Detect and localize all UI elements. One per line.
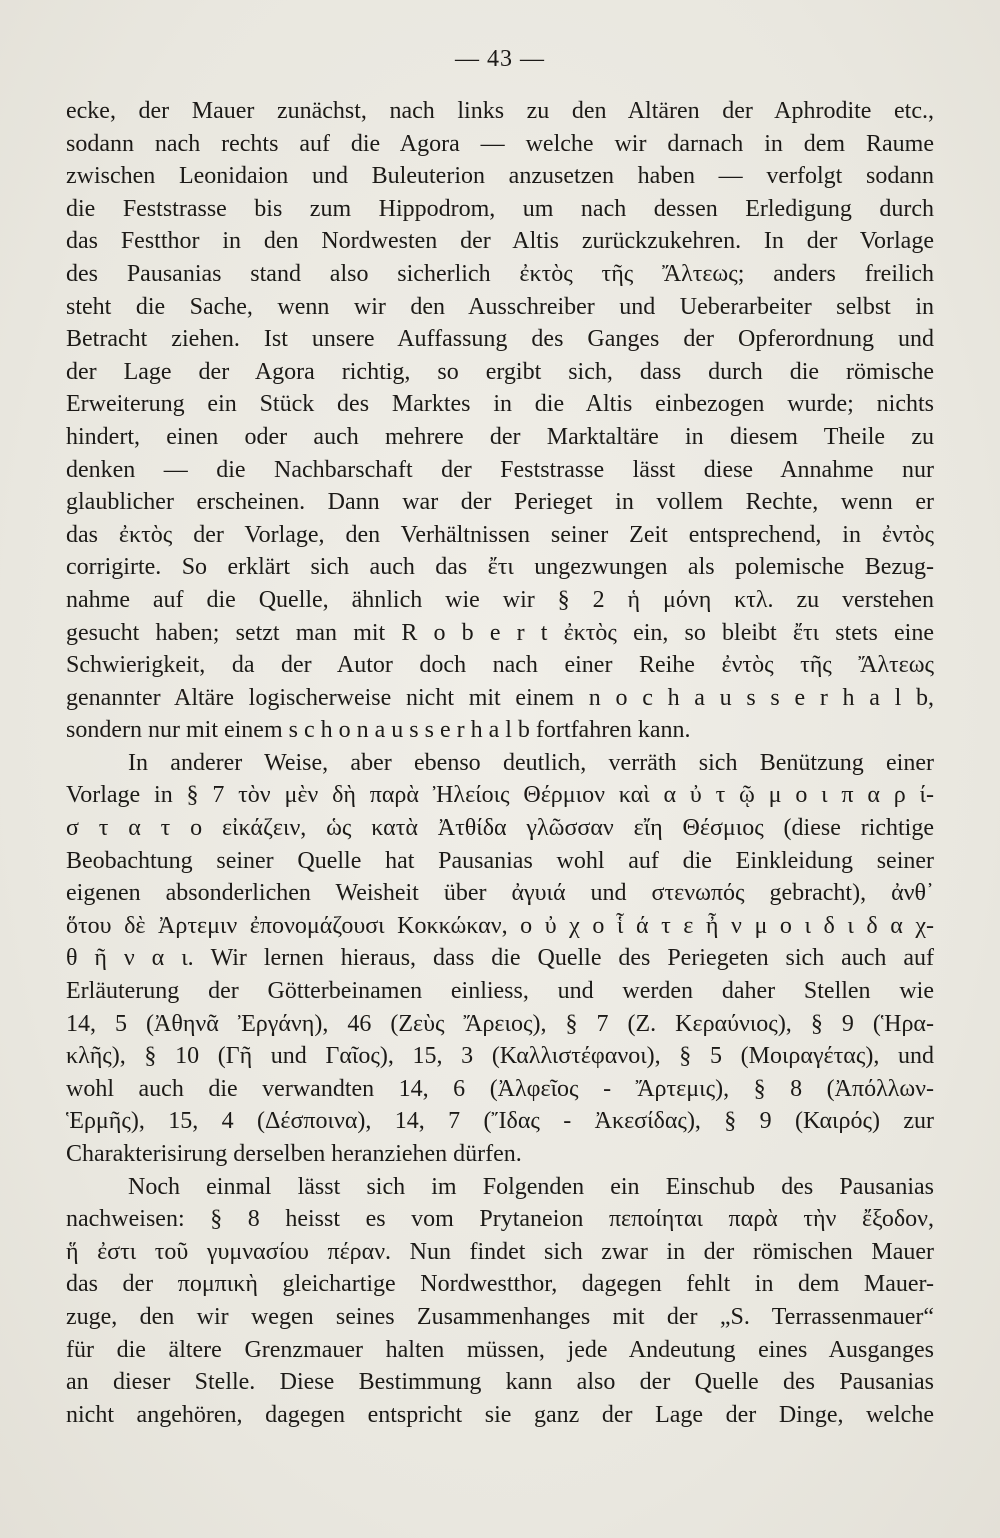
text-line: das Festthor in den Nordwesten der Altis zurückzukehren. In der Vorlage: [66, 228, 934, 255]
text-line: das ἐκτὸς der Vorlage, den Verhältnissen seiner Zeit entsprechend, in ἐντὸς: [66, 521, 934, 548]
text-line: σ τ α τ ο εἰκάζειν, ὡς κατὰ Ἀτθίδα γλῶσσαν εἴη Θέσμιος (diese richtige: [66, 815, 934, 842]
text-line: Charakterisirung derselben heranziehen dürfen.: [66, 1141, 522, 1167]
text-line: sondern nur mit einem s c h o n a u s s e r h a l b fortfahren kann.: [66, 717, 691, 744]
text-line: denken — die Nachbarschaft der Feststrasse lässt diese Annahme nur: [66, 456, 934, 483]
text-line: des Pausanias stand also sicherlich ἐκτὸς τῆς Ἄλτεως; anders freilich: [66, 260, 934, 287]
text-line: eigenen absonderlichen Weisheit über ἀγυιά und στενωπός gebracht), ἀνθ᾽: [66, 880, 934, 907]
text-line: Schwierigkeit, da der Autor doch nach einer Reihe ἐντὸς τῆς Ἄλτεως: [66, 652, 934, 679]
text-line: sodann nach rechts auf die Agora — welche wir darnach in dem Raume: [66, 130, 934, 157]
text-line: Noch einmal lässt sich im Folgenden ein Einschub des Pausanias: [128, 1173, 934, 1200]
text-line: Vorlage in § 7 τὸν μὲν δὴ παρὰ Ἠλείοις Θέρμιον καὶ α ὐ τ ῷ μ ο ι π α ρ ί-: [66, 782, 934, 809]
text-line: ecke, der Mauer zunächst, nach links zu den Altären der Aphrodite etc.,: [66, 98, 934, 124]
text-line: für die ältere Grenzmauer halten müssen, jede Andeutung eines Ausganges: [66, 1336, 934, 1363]
text-line: Betracht ziehen. Ist unsere Auffassung des Ganges der Opferordnung und: [66, 326, 934, 353]
text-line: das der πομπικὴ gleichartige Nordwestthor, dagegen fehlt in dem Mauer-: [66, 1271, 934, 1298]
text-line: Erläuterung der Götterbeinamen einliess, und werden daher Stellen wie: [66, 978, 934, 1005]
text-line: nicht angehören, dagegen entspricht sie ganz der Lage der Dinge, welche: [66, 1401, 934, 1428]
text-line: genannter Altäre logischerweise nicht mit einem n o c h a u s s e r h a l b,: [66, 684, 934, 711]
text-line: 14, 5 (Ἀθηνᾶ Ἐργάνη), 46 (Ζεὺς Ἄρειος), § 7 (Ζ. Κεραύνιος), § 9 (Ἡρα-: [66, 1010, 934, 1037]
text-line: wohl auch die verwandten 14, 6 (Ἀλφεῖος - Ἄρτεμις), § 8 (Ἀπόλλων-: [66, 1075, 934, 1102]
text-line: der Lage der Agora richtig, so ergibt sich, dass durch die römische: [66, 358, 934, 385]
text-line: ἥ ἐστι τοῦ γυμνασίου πέραν. Nun findet sich zwar in der römischen Mauer: [66, 1238, 934, 1265]
text-line: zuge, den wir wegen seines Zusammenhanges mit der „S. Terrassenmauer“: [66, 1303, 934, 1330]
text-line: hindert, einen oder auch mehrere der Marktaltäre in diesem Theile zu: [66, 423, 934, 450]
text-line: ὅτου δὲ Ἀρτεμιν ἐπονομάζουσι Κοκκώκαν, ο ὐ χ ο ἷ ά τ ε ἦ ν μ ο ι δ ι δ α χ-: [66, 912, 934, 939]
text-line: glaublicher erscheinen. Dann war der Perieget in vollem Rechte, wenn er: [66, 489, 934, 516]
text-line: nahme auf die Quelle, ähnlich wie wir § 2 ἡ μόνη κτλ. zu verstehen: [66, 586, 934, 613]
text-line: θ ῆ ν α ι. Wir lernen hieraus, dass die Quelle des Periegeten sich auch auf: [66, 945, 934, 972]
text-line: In anderer Weise, aber ebenso deutlich, verräth sich Benützung einer: [128, 749, 934, 776]
text-line: nachweisen: § 8 heisst es vom Prytaneion πεποίηται παρὰ τὴν ἔξοδον,: [66, 1206, 934, 1233]
text-line: κλῆς), § 10 (Γῆ und Γαῖος), 15, 3 (Καλλιστέφανοι), § 5 (Μοιραγέτας), und: [66, 1043, 934, 1070]
text-line: Ἑρμῆς), 15, 4 (Δέσποινα), 14, 7 (Ἴδας - Ἀκεσίδας), § 9 (Καιρός) zur: [66, 1108, 934, 1135]
text-line: gesucht haben; setzt man mit R o b e r t ἐκτὸς ein, so bleibt ἔτι stets eine: [66, 619, 934, 646]
body-text: [66, 95, 934, 1431]
text-line: steht die Sache, wenn wir den Ausschreiber und Ueberarbeiter selbst in: [66, 293, 934, 320]
text-line: zwischen Leonidaion und Buleuterion anzusetzen haben — verfolgt sodann: [66, 163, 934, 190]
text-line: Beobachtung seiner Quelle hat Pausanias wohl auf die Einkleidung seiner: [66, 847, 934, 874]
text-line: die Feststrasse bis zum Hippodrom, um nach dessen Erledigung durch: [66, 195, 934, 222]
text-line: Erweiterung ein Stück des Marktes in die Altis einbezogen wurde; nichts: [66, 391, 934, 418]
text-line: an dieser Stelle. Diese Bestimmung kann also der Quelle des Pausanias: [66, 1369, 934, 1396]
page-number: — 43 —: [455, 46, 545, 72]
text-line: corrigirte. So erklärt sich auch das ἔτι ungezwungen als polemische Bezug-: [66, 554, 934, 581]
